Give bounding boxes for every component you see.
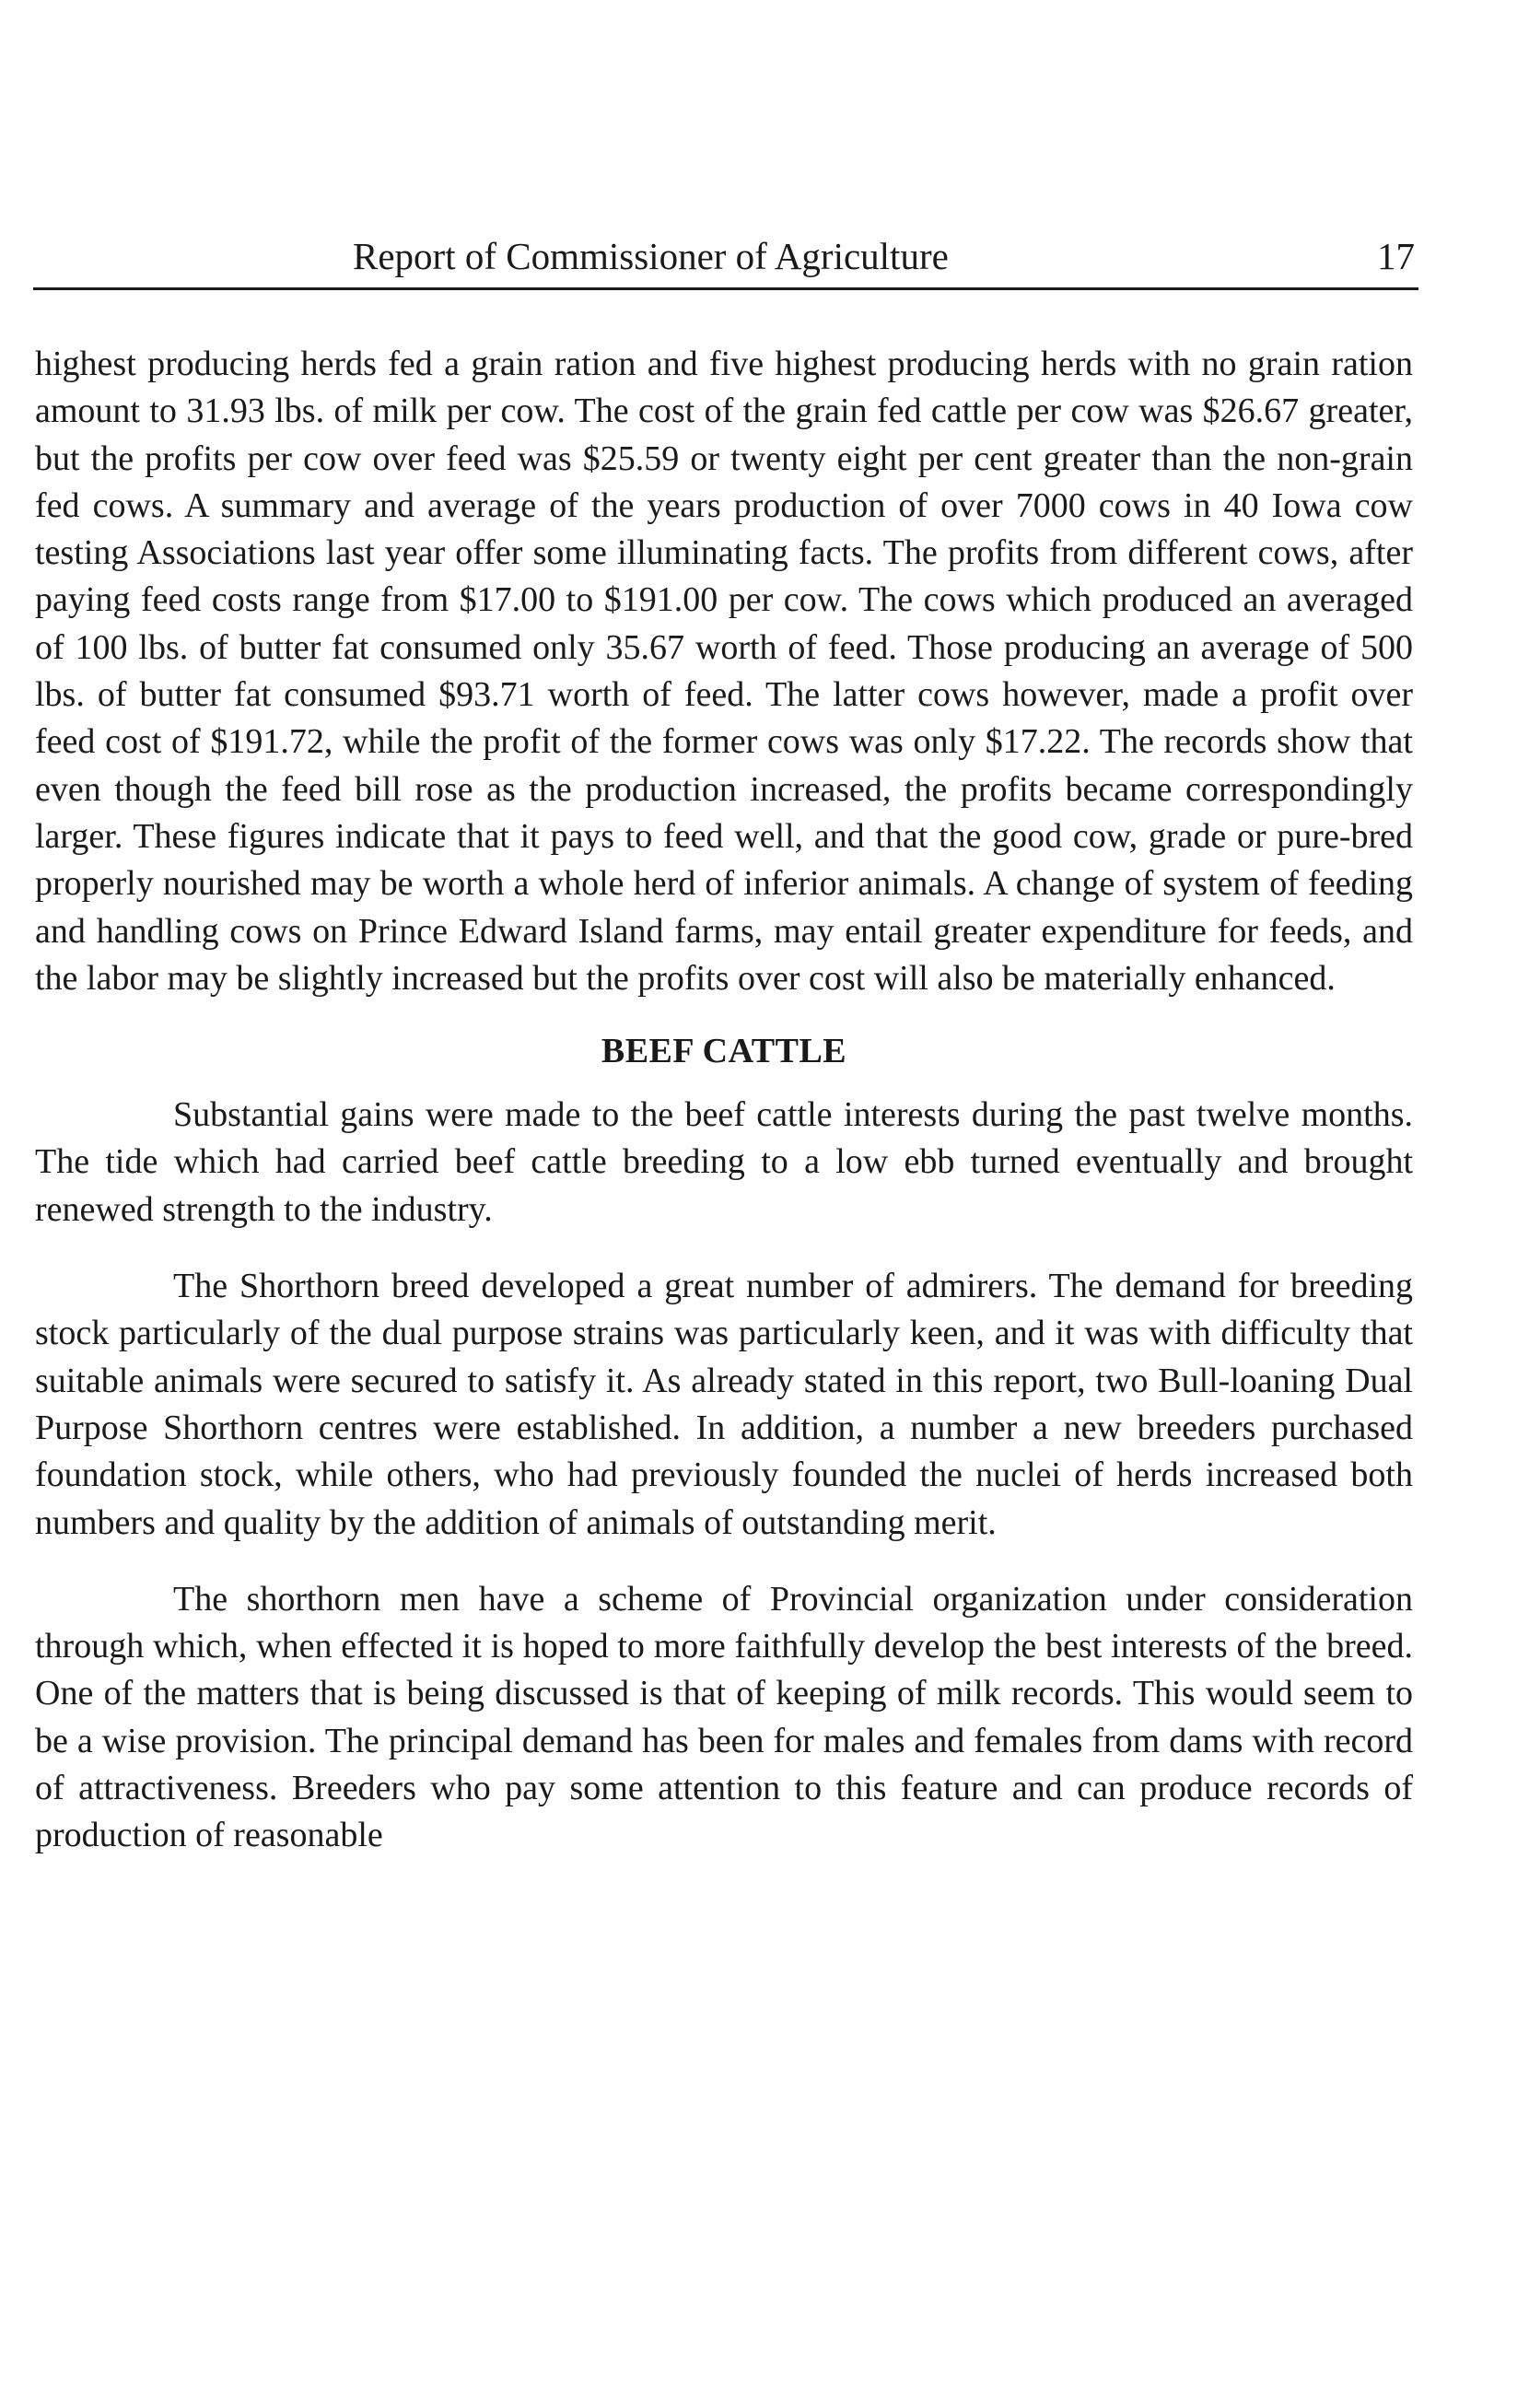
body-text bbox=[35, 341, 1413, 1860]
page-number: 17 bbox=[1377, 235, 1415, 277]
section-heading-beef-cattle: BEEF CATTLE bbox=[601, 1032, 847, 1071]
paragraph-beef-gains: Substantial gains were made to the beef cattle interests during the past twelve months. The tide which had carried beef cattle breeding to a low ebb turned eventually and brought renewed strength to the industry. bbox=[35, 1095, 1413, 1229]
running-head bbox=[35, 228, 1415, 284]
paragraph-gap bbox=[35, 1233, 1413, 1263]
paragraph-shorthorn-organization: The shorthorn men have a scheme of Provincial organization under consideration through which, when effected it is hoped to more faithfully develop the best interests of the breed. One of the matters that is being discussed is that of keeping of milk records. This would seem to be a wise provision. The principal demand has been for males and females from dams with record of attractiveness. Breeders who pay some attention to this feature and can produce records of production of reasonable bbox=[35, 1579, 1413, 1855]
running-title: Report of Commissioner of Agriculture bbox=[353, 235, 949, 277]
paragraph-shorthorn-breed: The Shorthorn breed developed a great number of admirers. The demand for breeding stock particularly of the dual purpose strains was particularly keen, and it was with difficulty that suitable animals were secured to satisfy it. As already stated in this report, two Bull-loaning Dual Purpose Shorthorn centres were established. In addition, a number a new breeders purchased foundation stock, while others, who had previously founded the nuclei of herds increased both numbers and quality by the addition of animals of outstanding merit. bbox=[35, 1267, 1413, 1542]
paragraph-gap bbox=[35, 1547, 1413, 1576]
paragraph-dairy-profits: highest producing herds fed a grain ration and five highest producing herds with no grain ration amount to 31.93 lbs. of milk per cow. The cost of the grain fed cattle per cow was $26.67 greater, but the profits per cow over feed was $25.59 or twenty eight per cent greater than the non-grain fed cows. A summary and average of the years production of over 7000 cows in 40 Iowa cow testing Associations last year offer some illuminating facts. The profits from different cows, after paying feed costs range from $17.00 to $191.00 per cow. The cows which produced an averaged of 100 lbs. of butter fat consumed only 35.67 worth of feed. Those producing an average of 500 lbs. of butter fat consumed $93.71 worth of feed. The latter cows however, made a profit over feed cost of $191.72, while the profit of the former cows was only $17.22. The records show that even though the feed bill rose as the production increased, the profits became correspondingly larger. These figures indicate that it pays to feed well, and that the good cow, grade or pure-bred properly nourished may be worth a whole herd of inferior animals. A change of system of feeding and handling cows on Prince Edward Island farms, may entail greater expenditure for feeds, and the labor may be slightly increased but the profits over cost will also be materially enhanced. bbox=[35, 345, 1413, 998]
header-rule bbox=[33, 287, 1418, 290]
